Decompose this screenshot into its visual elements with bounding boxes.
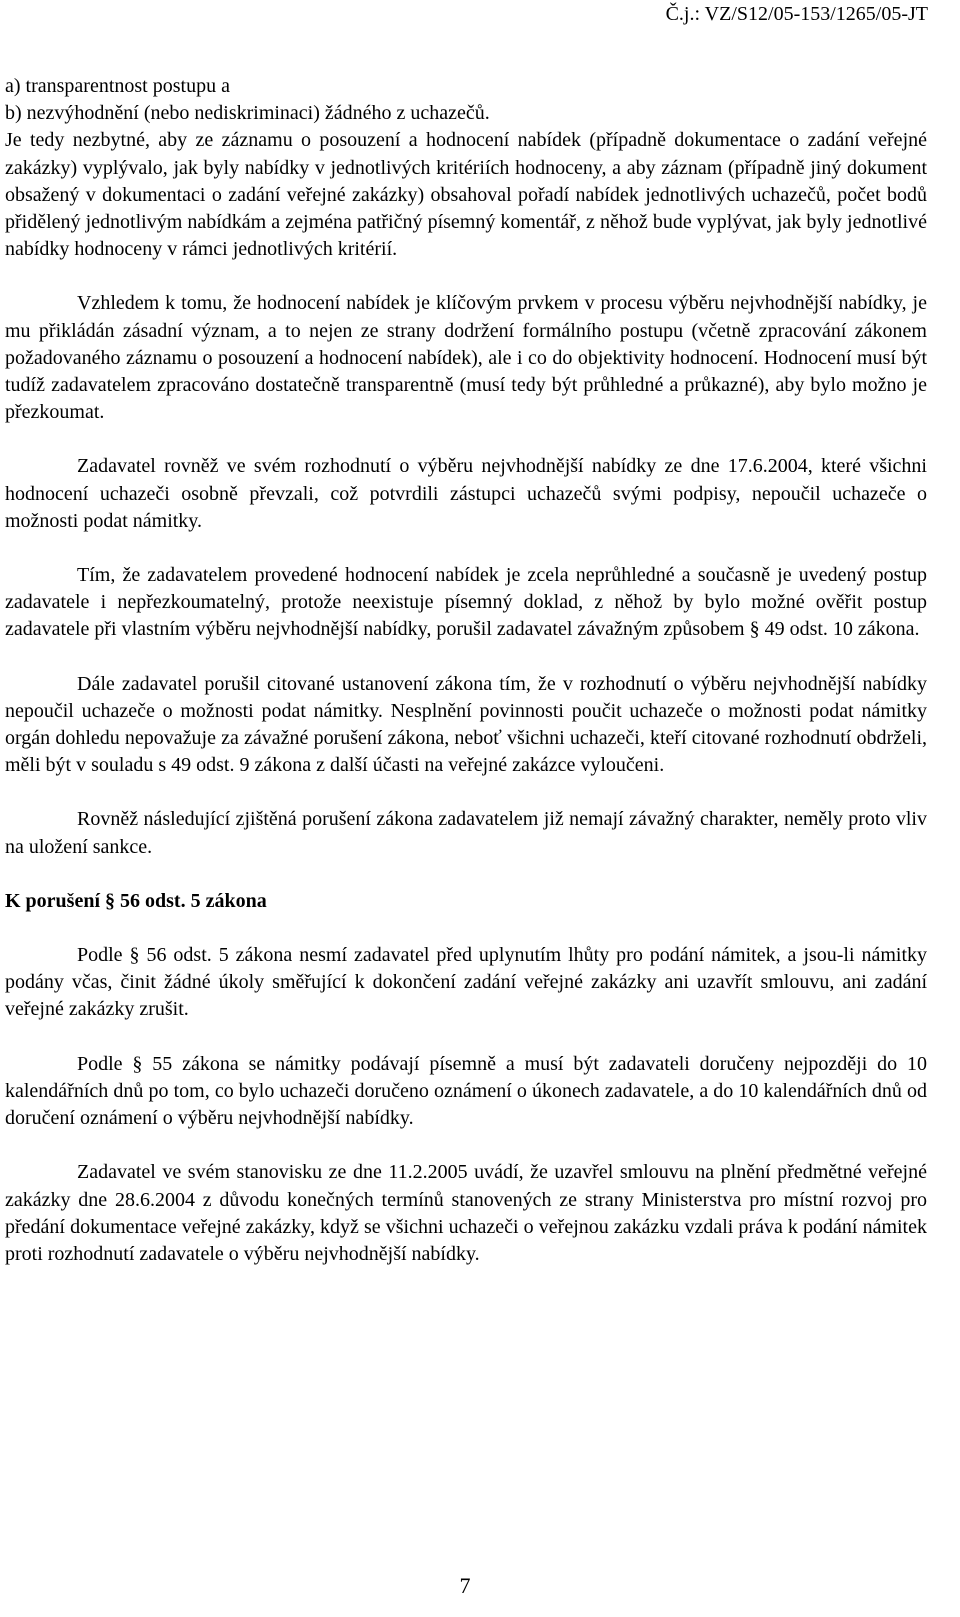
list-item: a) transparentnost postupu a (5, 75, 230, 97)
paragraph: Vzhledem k tomu, že hodnocení nabídek je klíčovým prvkem v procesu výběru nejvhodnější nabídky, je mu přikládán zásadní význam, a to nejen ze strany dodržení formálního postupu (včetně zpracování zákonem požadovaného záznamu o posouzení a hodnocení nabídek), ale i co do objektivity hodnocení. Hodnocení musí být tudíž zadavatelem zpracováno dostatečně transparentně (musí tedy být průhledné a průkazné), aby bylo možno je přezkoumat. (5, 292, 927, 424)
paragraph: Podle § 55 zákona se námitky podávají písemně a musí být zadavateli doručeny nejpozději do 10 kalendářních dnů po tom, co bylo uchazeči doručeno oznámení o úkonech zadavatele, a do 10 kalendářních dnů od doručení oznámení o výběru nejvhodnější nabídky. (5, 1052, 927, 1130)
paragraph: Zadavatel rovněž ve svém rozhodnutí o výběru nejvhodnější nabídky ze dne 17.6.2004, které všichni hodnocení uchazeči osobně převzali, což potvrdili zástupci uchazečů svými podpisy, nepoučil uchazeče o možnosti podat námitky. (5, 455, 927, 532)
page-number: 7 (459, 1573, 471, 1598)
document-body (5, 73, 927, 1268)
paragraph: Zadavatel ve svém stanovisku ze dne 11.2.2005 uvádí, že uzavřel smlouvu na plnění předmětné veřejné zakázky dne 28.6.2004 z důvodu konečných termínů stanovených ze strany Ministerstva pro místní rozvoj pro předání dokumentace veřejné zakázky, když se všichni uchazeči o veřejnou zakázku vzdali práva k podání námitek proti rozhodnutí zadavatele o výběru nejvhodnější nabídky. (5, 1161, 927, 1265)
paragraph: Je tedy nezbytné, aby ze záznamu o posouzení a hodnocení nabídek (případně dokumentace o zadání veřejné zakázky) vyplývalo, jak byly nabídky v jednotlivých kritériích hodnoceny, a aby záznam (případně jiný dokument obsažený v dokumentaci o zadání veřejné zakázky) obsahoval pořadí nabídek jednotlivých uchazečů, počet bodů přidělený jednotlivým nabídkám a zejména patřičný písemný komentář, z něhož bude vyplývat, jak byly jednotlivé nabídky hodnoceny v rámci jednotlivých kritérií. (5, 129, 927, 261)
paragraph: Podle § 56 odst. 5 zákona nesmí zadavatel před uplynutím lhůty pro podání námitek, a jsou-li námitky podány včas, činit žádné úkoly směřující k dokončení zadání veřejné zakázky ani uzavřít smlouvu, ani zadání veřejné zakázky zrušit. (5, 944, 927, 1021)
paragraph: Tím, že zadavatelem provedené hodnocení nabídek je zcela neprůhledné a současně je uvedený postup zadavatele i nepřezkoumatelný, protože neexistuje písemný doklad, z něhož by bylo možné ověřit postup zadavatele při vlastním výběru nejvhodnější nabídky, porušil zadavatel závažným způsobem § 49 odst. 10 zákona. (5, 564, 927, 641)
case-reference-number: Č.j.: VZ/S12/05-153/1265/05-JT (665, 3, 928, 25)
list-item: b) nezvýhodnění (nebo nediskriminaci) žádného z uchazečů. (5, 102, 490, 125)
paragraph: Rovněž následující zjištěná porušení zákona zadavatelem již nemají závažný charakter, neměly proto vliv na uložení sankce. (5, 808, 927, 858)
paragraph: Dále zadavatel porušil citované ustanovení zákona tím, že v rozhodnutí o výběru nejvhodnější nabídky nepoučil uchazeče o možnosti podat námitky. Nesplnění povinnosti poučit uchazeče o možnosti podat námitky orgán dohledu nepovažuje za závažné porušení zákona, neboť všichni uchazeči, kteří citované rozhodnutí obdrželi, měli být v souladu s 49 odst. 9 zákona z další účasti na veřejné zakázce vyloučeni. (5, 672, 927, 777)
section-heading: K porušení § 56 odst. 5 zákona (5, 889, 267, 912)
